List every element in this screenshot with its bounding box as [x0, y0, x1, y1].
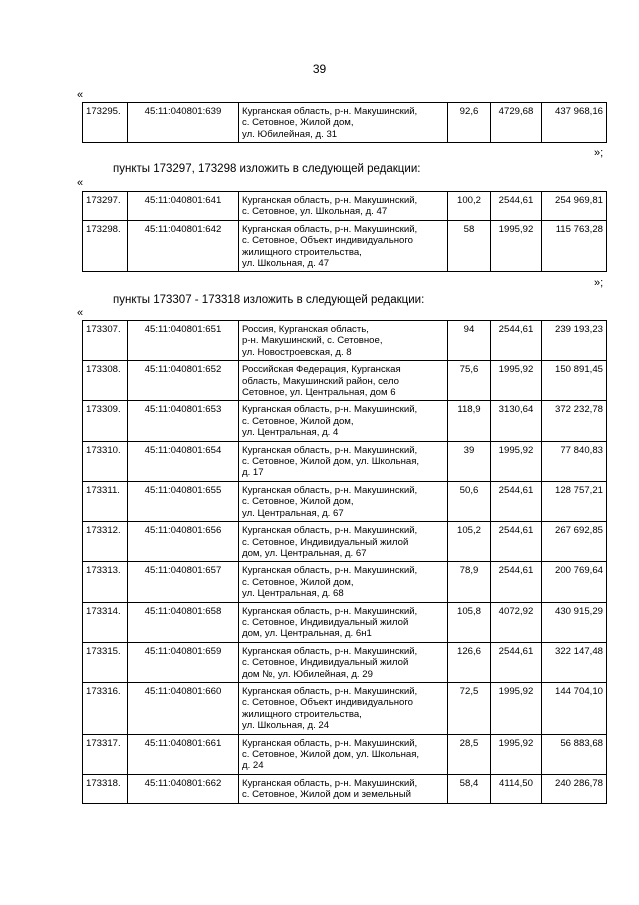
- cadastral-number-cell: 45:11:040801:641: [128, 192, 239, 221]
- cadastral-number-cell: 45:11:040801:656: [128, 522, 239, 562]
- area-cell: 118,9: [448, 401, 491, 441]
- sum-cell: 144 704,10: [542, 682, 607, 734]
- table-row: [83, 103, 607, 143]
- quote-open-mark: «: [77, 307, 84, 319]
- row-number-cell: 173317.: [83, 734, 128, 774]
- address-cell: Курганская область, р-н. Макушинский, с. Сетовное, Жилой дом, ул. Центральная, д. 67: [239, 481, 448, 521]
- area-cell: 72,5: [448, 682, 491, 734]
- rate-cell: 1995,92: [491, 734, 542, 774]
- address-cell: Курганская область, р-н. Макушинский, с. Сетовное, Жилой дом, ул. Школьная, д. 17: [239, 441, 448, 481]
- sum-cell: 128 757,21: [542, 481, 607, 521]
- sum-cell: 430 915,29: [542, 602, 607, 642]
- quote-close-mark: »;: [594, 277, 604, 289]
- quote-open-mark: «: [77, 89, 84, 101]
- rate-cell: 1995,92: [491, 361, 542, 401]
- area-cell: 28,5: [448, 734, 491, 774]
- address-cell: Курганская область, р-н. Макушинский, с. Сетовное, Жилой дом, ул. Юбилейная, д. 31: [239, 103, 448, 143]
- cadastral-number-cell: 45:11:040801:655: [128, 481, 239, 521]
- rate-cell: 2544,61: [491, 562, 542, 602]
- area-cell: 58,4: [448, 774, 491, 803]
- table-row: [83, 192, 607, 221]
- table-row: [83, 522, 607, 562]
- row-number-cell: 173295.: [83, 103, 128, 143]
- cadastral-number-cell: 45:11:040801:642: [128, 220, 239, 272]
- row-number-cell: 173312.: [83, 522, 128, 562]
- rate-cell: 2544,61: [491, 481, 542, 521]
- row-number-cell: 173307.: [83, 321, 128, 361]
- address-cell: Курганская область, р-н. Макушинский, с. Сетовное, Жилой дом, ул. Центральная, д. 68: [239, 562, 448, 602]
- rate-cell: 2544,61: [491, 522, 542, 562]
- table-row: [83, 774, 607, 803]
- row-number-cell: 173318.: [83, 774, 128, 803]
- cadastral-number-cell: 45:11:040801:658: [128, 602, 239, 642]
- rate-cell: 4072,92: [491, 602, 542, 642]
- row-number-cell: 173309.: [83, 401, 128, 441]
- area-cell: 58: [448, 220, 491, 272]
- table-row: [83, 321, 607, 361]
- table-row: [83, 682, 607, 734]
- rate-cell: 2544,61: [491, 642, 542, 682]
- row-number-cell: 173314.: [83, 602, 128, 642]
- address-cell: Курганская область, р-н. Макушинский, с. Сетовное, Объект индивидуального жилищного строительства, ул. Школьная, д. 24: [239, 682, 448, 734]
- address-cell: Курганская область, р-н. Макушинский, с. Сетовное, Жилой дом и земельный: [239, 774, 448, 803]
- row-number-cell: 173308.: [83, 361, 128, 401]
- table-row: [83, 401, 607, 441]
- address-cell: Курганская область, р-н. Макушинский, с. Сетовное, Объект индивидуального жилищного строительства, ул. Школьная, д. 47: [239, 220, 448, 272]
- cadastral-number-cell: 45:11:040801:661: [128, 734, 239, 774]
- address-cell: Курганская область, р-н. Макушинский, с. Сетовное, ул. Школьная, д. 47: [239, 192, 448, 221]
- instruction-second: пункты 173307 - 173318 изложить в следующей редакции:: [113, 294, 425, 306]
- row-number-cell: 173315.: [83, 642, 128, 682]
- sum-cell: 56 883,68: [542, 734, 607, 774]
- cadastral-number-cell: 45:11:040801:651: [128, 321, 239, 361]
- area-cell: 39: [448, 441, 491, 481]
- area-cell: 92,6: [448, 103, 491, 143]
- area-cell: 105,8: [448, 602, 491, 642]
- rate-cell: 2544,61: [491, 321, 542, 361]
- rate-cell: 4114,50: [491, 774, 542, 803]
- address-cell: Курганская область, р-н. Макушинский, с. Сетовное, Жилой дом, ул. Школьная, д. 24: [239, 734, 448, 774]
- cadastral-number-cell: 45:11:040801:654: [128, 441, 239, 481]
- table-row: [83, 562, 607, 602]
- address-cell: Курганская область, р-н. Макушинский, с. Сетовное, Индивидуальный жилой дом, ул. Центральная, д. 67: [239, 522, 448, 562]
- page-number: 39: [312, 62, 327, 76]
- address-cell: Курганская область, р-н. Макушинский, с. Сетовное, Индивидуальный жилой дом №, ул. Юбилейная, д. 29: [239, 642, 448, 682]
- rate-cell: 1995,92: [491, 220, 542, 272]
- row-number-cell: 173297.: [83, 192, 128, 221]
- sum-cell: 200 769,64: [542, 562, 607, 602]
- amendment-table-1: [82, 102, 607, 143]
- cadastral-number-cell: 45:11:040801:662: [128, 774, 239, 803]
- cadastral-number-cell: 45:11:040801:652: [128, 361, 239, 401]
- amendment-table-3: [82, 320, 607, 804]
- sum-cell: 372 232,78: [542, 401, 607, 441]
- cadastral-number-cell: 45:11:040801:659: [128, 642, 239, 682]
- table-row: [83, 642, 607, 682]
- area-cell: 126,6: [448, 642, 491, 682]
- area-cell: 75,6: [448, 361, 491, 401]
- table-row: [83, 441, 607, 481]
- table-row: [83, 734, 607, 774]
- table-row: [83, 602, 607, 642]
- rate-cell: 4729,68: [491, 103, 542, 143]
- row-number-cell: 173298.: [83, 220, 128, 272]
- sum-cell: 77 840,83: [542, 441, 607, 481]
- quote-close-mark: »;: [594, 147, 604, 159]
- address-cell: Курганская область, р-н. Макушинский, с. Сетовное, Жилой дом, ул. Центральная, д. 4: [239, 401, 448, 441]
- cadastral-number-cell: 45:11:040801:639: [128, 103, 239, 143]
- sum-cell: 240 286,78: [542, 774, 607, 803]
- quote-open-mark: «: [77, 177, 84, 189]
- address-cell: Курганская область, р-н. Макушинский, с. Сетовное, Индивидуальный жилой дом, ул. Центральная, д. 6н1: [239, 602, 448, 642]
- amendment-table-2: [82, 191, 607, 272]
- cadastral-number-cell: 45:11:040801:657: [128, 562, 239, 602]
- sum-cell: 322 147,48: [542, 642, 607, 682]
- area-cell: 100,2: [448, 192, 491, 221]
- table-row: [83, 220, 607, 272]
- area-cell: 94: [448, 321, 491, 361]
- instruction-first: пункты 173297, 173298 изложить в следующей редакции:: [113, 163, 421, 175]
- rate-cell: 3130,64: [491, 401, 542, 441]
- cadastral-number-cell: 45:11:040801:660: [128, 682, 239, 734]
- rate-cell: 1995,92: [491, 441, 542, 481]
- row-number-cell: 173313.: [83, 562, 128, 602]
- address-cell: Россия, Курганская область, р-н. Макушинский, с. Сетовное, ул. Новостроевская, д. 8: [239, 321, 448, 361]
- row-number-cell: 173311.: [83, 481, 128, 521]
- table-row: [83, 481, 607, 521]
- rate-cell: 2544,61: [491, 192, 542, 221]
- area-cell: 78,9: [448, 562, 491, 602]
- cadastral-number-cell: 45:11:040801:653: [128, 401, 239, 441]
- rate-cell: 1995,92: [491, 682, 542, 734]
- row-number-cell: 173316.: [83, 682, 128, 734]
- sum-cell: 267 692,85: [542, 522, 607, 562]
- sum-cell: 115 763,28: [542, 220, 607, 272]
- sum-cell: 437 968,16: [542, 103, 607, 143]
- sum-cell: 150 891,45: [542, 361, 607, 401]
- row-number-cell: 173310.: [83, 441, 128, 481]
- sum-cell: 239 193,23: [542, 321, 607, 361]
- address-cell: Российская Федерация, Курганская область, Макушинский район, село Сетовное, ул. Центральная, дом 6: [239, 361, 448, 401]
- area-cell: 105,2: [448, 522, 491, 562]
- table-row: [83, 361, 607, 401]
- sum-cell: 254 969,81: [542, 192, 607, 221]
- area-cell: 50,6: [448, 481, 491, 521]
